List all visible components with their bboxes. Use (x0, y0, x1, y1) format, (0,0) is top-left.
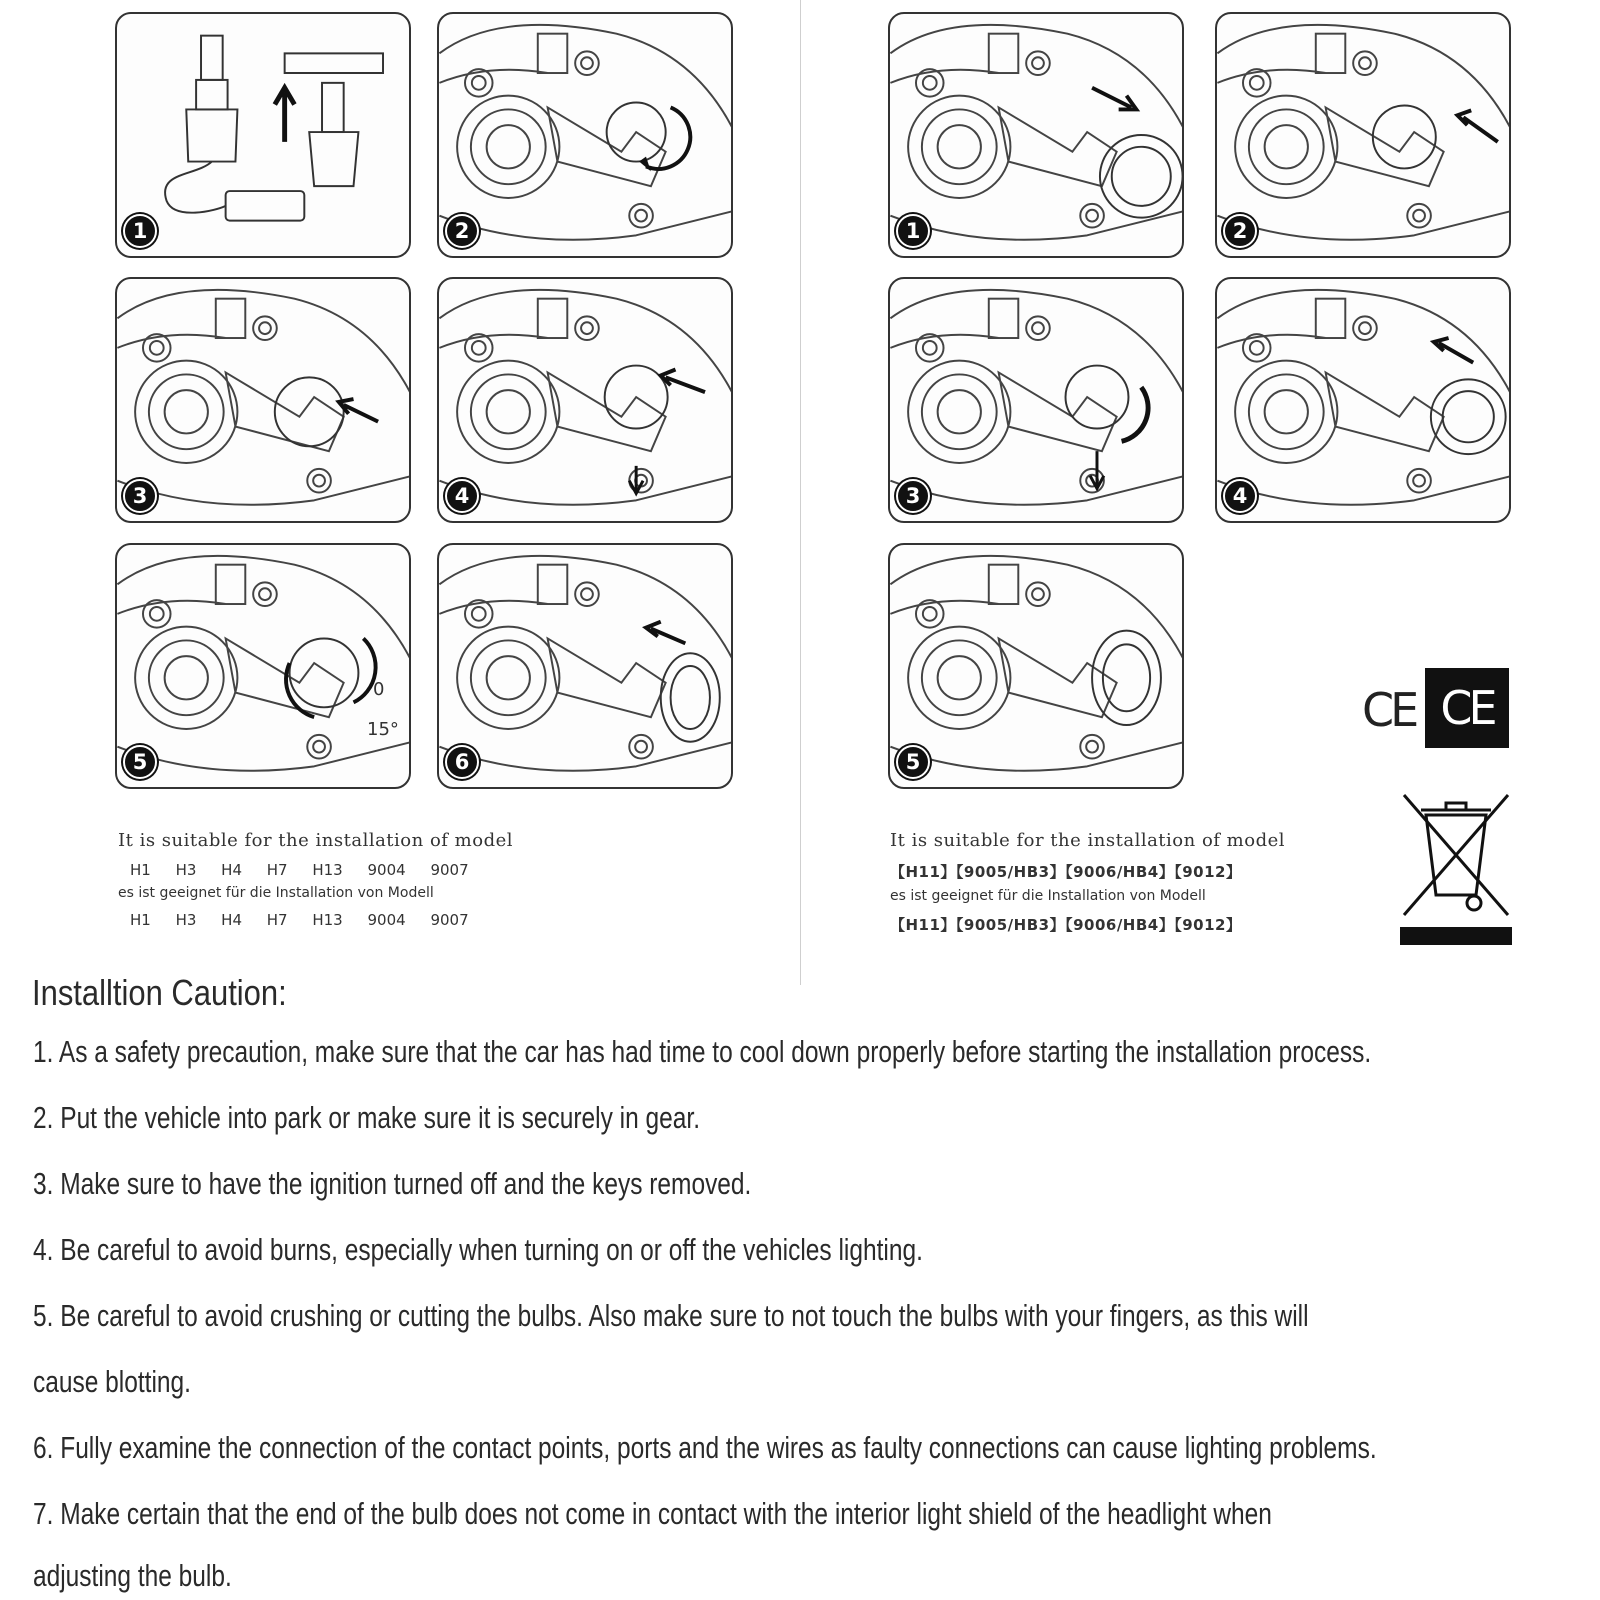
headlight-illustration (117, 279, 409, 521)
models-heading: It is suitable for the installation of model (118, 830, 514, 851)
caution-item-continuation: cause blotting. (33, 1364, 191, 1399)
headlight-illustration (890, 545, 1182, 787)
right-step-5-panel (888, 543, 1184, 789)
caution-item: 5. Be careful to avoid crushing or cutting the bulbs. Also make sure to not touch the bulbs with your fingers, as this will (33, 1298, 1309, 1333)
left-model-compatibility (118, 830, 513, 935)
step-badge: 5 (123, 745, 157, 779)
caution-title: Installtion Caution: (32, 972, 287, 1013)
weee-crossed-bin-icon (1396, 785, 1516, 945)
angle-start-label: 0 (373, 679, 385, 700)
left-step-4-panel (437, 277, 733, 523)
step-badge: 2 (1223, 214, 1257, 248)
headlight-illustration (890, 279, 1182, 521)
models-list: H1 H3 H4 H7 H13 9004 9007 (130, 861, 469, 879)
models-heading-german: es ist geeignet für die Installation von Modell (118, 885, 434, 901)
bulb-removal-illustration (117, 14, 409, 256)
right-step-1-panel (888, 12, 1184, 258)
models-heading-german: es ist geeignet für die Installation von Modell (890, 888, 1206, 904)
step-badge: 2 (445, 214, 479, 248)
caution-item: 4. Be careful to avoid burns, especially when turning on or off the vehicles lighting. (33, 1232, 923, 1267)
caution-item-continuation: adjusting the bulb. (33, 1558, 232, 1593)
caution-item: 1. As a safety precaution, make sure that the car has had time to cool down properly before starting the installation process. (33, 1034, 1372, 1069)
headlight-illustration (439, 545, 731, 787)
right-step-3-panel (888, 277, 1184, 523)
step-badge: 3 (896, 479, 930, 513)
headlight-illustration (890, 14, 1182, 256)
caution-item: 7. Make certain that the end of the bulb does not come in contact with the interior light shield of the headlight when (33, 1496, 1272, 1531)
headlight-illustration (439, 14, 731, 256)
step-badge: 5 (896, 745, 930, 779)
step-badge: 6 (445, 745, 479, 779)
caution-item: 6. Fully examine the connection of the contact points, ports and the wires as faulty connections can cause lighting problems. (33, 1430, 1377, 1465)
left-step-3-panel (115, 277, 411, 523)
angle-end-label: 15° (367, 719, 399, 740)
headlight-illustration (1217, 279, 1509, 521)
ce-mark-boxed-icon: CE (1425, 668, 1509, 748)
step-badge: 1 (123, 214, 157, 248)
left-step-6-panel (437, 543, 733, 789)
step-badge: 3 (123, 479, 157, 513)
step-badge: 4 (445, 479, 479, 513)
step-badge: 1 (896, 214, 930, 248)
headlight-illustration (117, 545, 409, 787)
right-step-2-panel (1215, 12, 1511, 258)
page-divider (800, 0, 801, 985)
right-model-compatibility (890, 830, 1285, 941)
caution-item: 3. Make sure to have the ignition turned off and the keys removed. (33, 1166, 752, 1201)
left-step-5-panel (115, 543, 411, 789)
models-list-repeat: H1 H3 H4 H7 H13 9004 9007 (130, 911, 469, 929)
ce-mark-icon: CE (1362, 683, 1416, 737)
left-step-2-panel (437, 12, 733, 258)
right-step-4-panel (1215, 277, 1511, 523)
headlight-illustration (1217, 14, 1509, 256)
caution-item: 2. Put the vehicle into park or make sure it is securely in gear. (33, 1100, 700, 1135)
models-list: 【H11】【9005/HB3】【9006/HB4】【9012】 (890, 863, 1242, 881)
models-heading: It is suitable for the installation of model (890, 830, 1286, 851)
models-list-repeat: 【H11】【9005/HB3】【9006/HB4】【9012】 (890, 916, 1242, 934)
headlight-illustration (439, 279, 731, 521)
step-badge: 4 (1223, 479, 1257, 513)
left-step-1-panel (115, 12, 411, 258)
